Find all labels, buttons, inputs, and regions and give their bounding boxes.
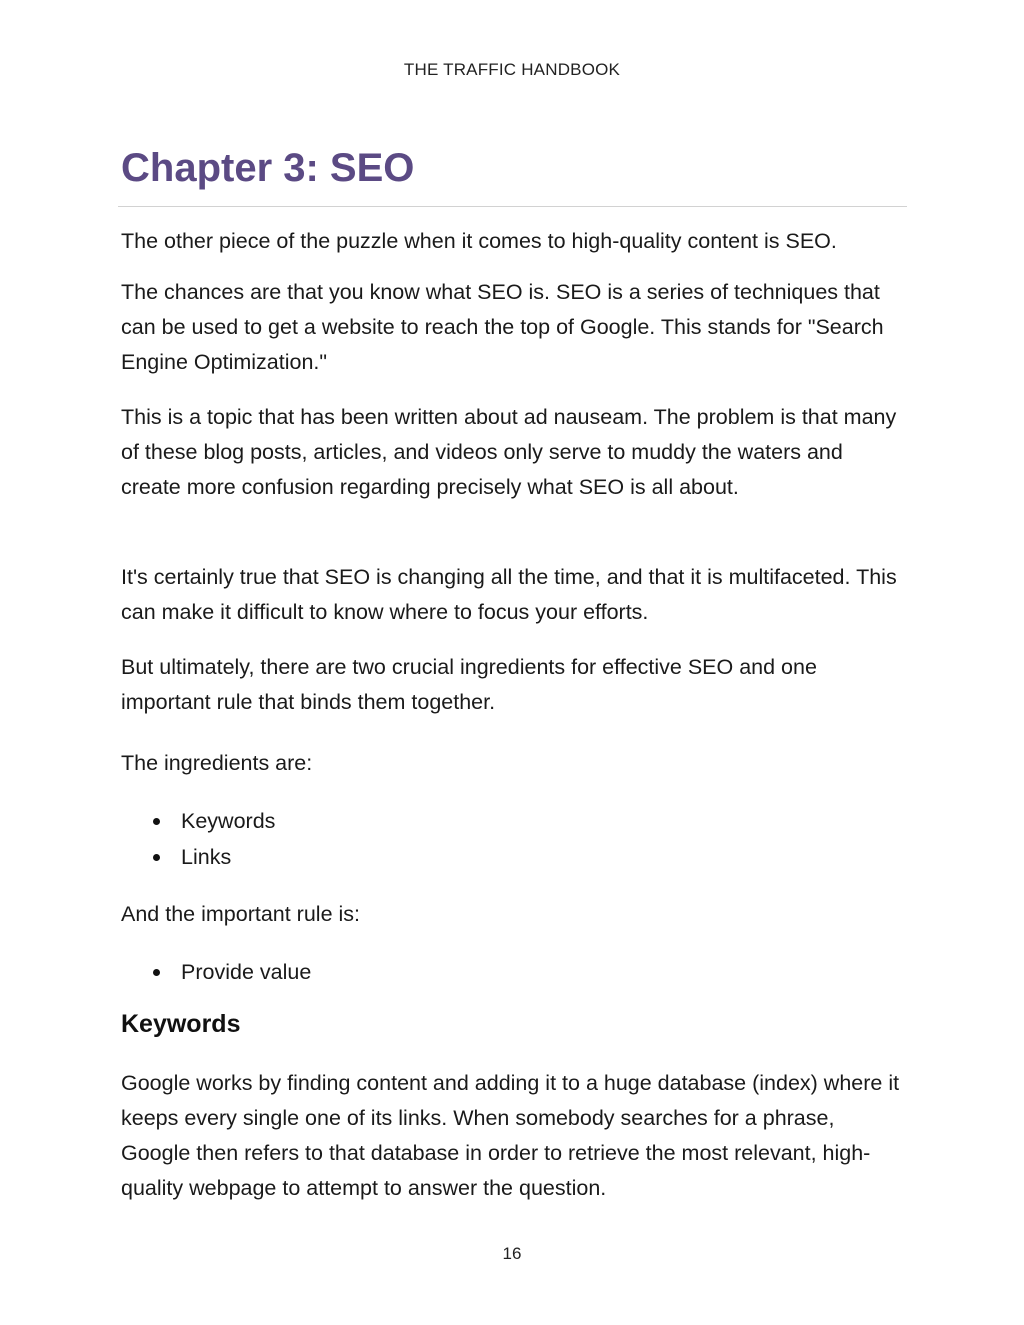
paragraph: [121, 224, 906, 259]
bullet-icon: [153, 854, 160, 861]
list-item-label: Keywords: [181, 809, 276, 833]
bullet-icon: [153, 969, 160, 976]
paragraph-text: The other piece of the puzzle when it comes to high-quality content is SEO.: [121, 229, 837, 253]
paragraph: [121, 275, 906, 380]
paragraph: [121, 650, 906, 720]
paragraph-text: This is a topic that has been written about ad nauseam. The problem is that many of these blog posts, articles, and videos only serve to muddy the waters and create more confusion regarding precisely what SEO is all about.: [121, 405, 897, 499]
paragraph: [121, 746, 906, 781]
paragraph-text: The chances are that you know what SEO is. SEO is a series of techniques that can be used to get a website to reach the top of Google. This stands for "Search Engine Optimization.": [121, 280, 884, 374]
list-item-label: Provide value: [181, 960, 312, 984]
running-header: THE TRAFFIC HANDBOOK: [403, 60, 621, 79]
rules-list: [121, 954, 906, 990]
paragraph: [121, 897, 906, 932]
paragraph-text: And the important rule is:: [121, 902, 361, 926]
paragraph-text: Google works by finding content and adding it to a huge database (index) where it keeps every single one of its links. When somebody searches for a phrase, Google then refers to that database in order to retrieve the most relevant, high-quality webpage to attempt to answer the question.: [121, 1071, 900, 1200]
title-divider: [118, 206, 907, 207]
paragraph-text: The ingredients are:: [121, 751, 313, 775]
chapter-title: Chapter 3: SEO: [121, 146, 415, 190]
paragraph-text: It's certainly true that SEO is changing all the time, and that it is multifaceted. This can make it difficult to know where to focus your efforts.: [121, 565, 897, 624]
paragraph: [121, 560, 906, 630]
bullet-icon: [153, 818, 160, 825]
section-heading-keywords: Keywords: [121, 1010, 241, 1038]
paragraph: [121, 1066, 906, 1206]
paragraph: [121, 400, 906, 505]
list-item-label: Links: [181, 845, 232, 869]
ingredients-list: [121, 803, 906, 875]
list-item: [121, 803, 906, 839]
list-item: [121, 954, 906, 990]
paragraph-text: But ultimately, there are two crucial ingredients for effective SEO and one important rule that binds them together.: [121, 655, 817, 714]
chapter-title-block: [121, 140, 906, 196]
page-number: 16: [502, 1244, 522, 1263]
list-item: [121, 839, 906, 875]
